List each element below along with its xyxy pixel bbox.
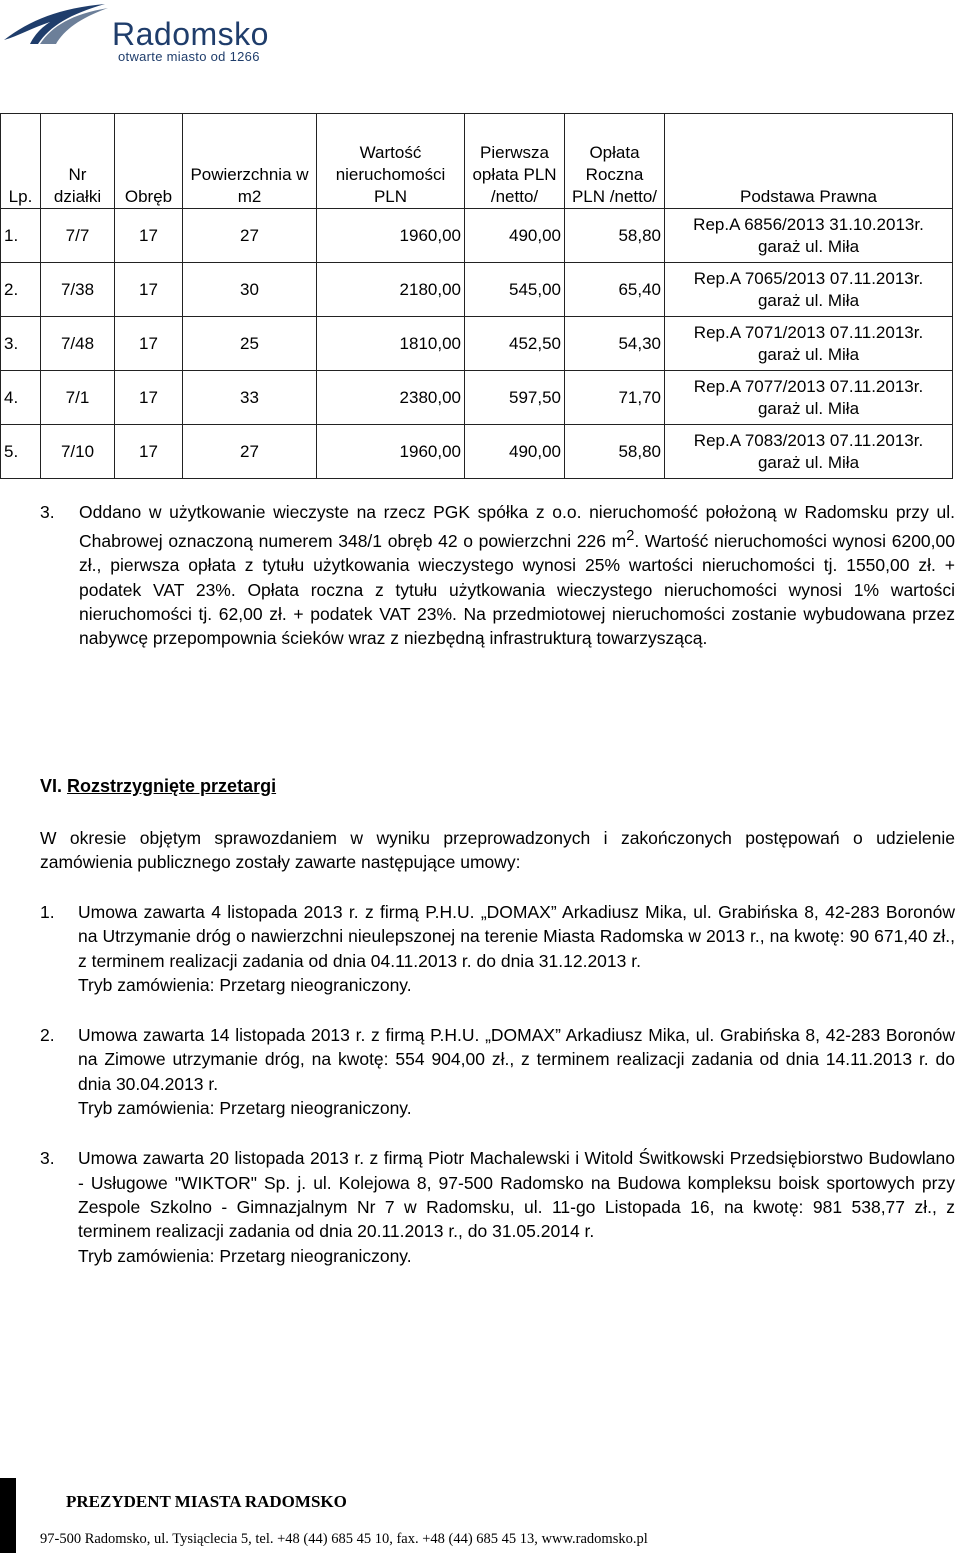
footer-bar bbox=[0, 1478, 16, 1553]
cell-wartosc: 2180,00 bbox=[317, 263, 465, 317]
contracts-list bbox=[40, 900, 955, 1294]
cell-pow: 27 bbox=[183, 425, 317, 479]
header-pow: Powierzchnia w m2 bbox=[183, 114, 317, 209]
table-row bbox=[1, 209, 953, 263]
cell-lp: 1. bbox=[1, 209, 41, 263]
cell-pierwsza: 545,00 bbox=[465, 263, 565, 317]
cell-obreb: 17 bbox=[115, 209, 183, 263]
cell-rep: Rep.A 7065/2013 07.11.2013r. bbox=[693, 268, 924, 288]
logo-tagline: otwarte miasto od 1266 bbox=[118, 49, 260, 64]
cell-roczna: 58,80 bbox=[565, 209, 665, 263]
logo-name: Radomsko bbox=[112, 16, 269, 52]
cell-pow: 27 bbox=[183, 209, 317, 263]
cell-pow: 30 bbox=[183, 263, 317, 317]
cell-desc: garaż ul. Miła bbox=[757, 290, 860, 310]
cell-podstawa bbox=[665, 263, 953, 317]
cell-pow: 25 bbox=[183, 317, 317, 371]
logo-swoosh-icon bbox=[0, 0, 110, 70]
cell-pierwsza: 490,00 bbox=[465, 425, 565, 479]
item-number: 2. bbox=[40, 1025, 55, 1046]
cell-roczna: 65,40 bbox=[565, 263, 665, 317]
cell-desc: garaż ul. Miła bbox=[757, 236, 860, 256]
cell-wartosc: 1810,00 bbox=[317, 317, 465, 371]
footer-address bbox=[40, 1531, 648, 1548]
cell-pierwsza: 490,00 bbox=[465, 209, 565, 263]
cell-wartosc: 1960,00 bbox=[317, 425, 465, 479]
city-logo bbox=[0, 0, 300, 70]
table-row bbox=[1, 263, 953, 317]
cell-desc: garaż ul. Miła bbox=[757, 398, 860, 418]
section-heading bbox=[40, 776, 276, 797]
header-nr: Nr działki bbox=[41, 114, 115, 209]
header-roczna: Opłata Roczna PLN /netto/ bbox=[565, 114, 665, 209]
footer-title: PREZYDENT MIASTA RADOMSKO bbox=[66, 1492, 347, 1511]
cell-rep: Rep.A 6856/2013 31.10.2013r. bbox=[693, 214, 924, 234]
list-item bbox=[40, 1146, 955, 1267]
cell-roczna: 58,80 bbox=[565, 425, 665, 479]
header-obreb: Obręb bbox=[115, 114, 183, 209]
cell-nr: 7/1 bbox=[41, 371, 115, 425]
cell-wartosc: 2380,00 bbox=[317, 371, 465, 425]
header-podstawa: Podstawa Prawna bbox=[665, 114, 953, 209]
footer-website-link[interactable]: www.radomsko.pl bbox=[541, 1531, 648, 1547]
cell-obreb: 17 bbox=[115, 371, 183, 425]
cell-desc: garaż ul. Miła bbox=[757, 344, 860, 364]
header-lp: Lp. bbox=[1, 114, 41, 209]
cell-roczna: 54,30 bbox=[565, 317, 665, 371]
item-text: Umowa zawarta 4 listopada 2013 r. z firmą P.H.U. „DOMAX” Arkadiusz Mika, ul. Grabińska 8, 42-283 Boronów na Utrzymanie dróg o nawierzchni nieulepszonej na terenie Miasta Radomska w 2013 r., na kwotę: 90 671,40 zł., z terminem realizacji zadania od dnia 04.11.2013 r. do dnia 31.12.2013 r. bbox=[78, 902, 955, 971]
header-pierwsza: Pierwsza opłata PLN /netto/ bbox=[465, 114, 565, 209]
cell-rep: Rep.A 7071/2013 07.11.2013r. bbox=[693, 322, 924, 342]
cell-lp: 5. bbox=[1, 425, 41, 479]
cell-obreb: 17 bbox=[115, 317, 183, 371]
cell-lp: 3. bbox=[1, 317, 41, 371]
item-number: 1. bbox=[40, 902, 55, 922]
section-title: Rozstrzygnięte przetargi bbox=[67, 776, 277, 796]
paragraph-text-b: . Wartość nieruchomości wynosi 6200,00 zł., pierwsza opłata z tytułu użytkowania wieczystego wynosi 25% wartości nieruchomości tj. 1550,00 zł. + podatek VAT 23%. Opłata roczna z tytułu użytkowania wieczystego nieruchomości wynosi 1% wartości nieruchomości tj. 62,00 zł. + podatek VAT 23%. Na przedmiotowej nieruchomości zostanie wybudowana przez nabywcę przepompownia ścieków wraz z niezbędną infrastrukturą towarzyszącą. bbox=[79, 531, 955, 649]
area-superscript: 2 bbox=[626, 528, 635, 545]
list-item bbox=[40, 900, 955, 997]
item-number: 3. bbox=[40, 1148, 55, 1169]
paragraph-number: 3. bbox=[40, 502, 55, 522]
cell-pierwsza: 452,50 bbox=[465, 317, 565, 371]
list-item bbox=[40, 1023, 955, 1120]
paragraph-3-body bbox=[40, 500, 955, 651]
paragraph-3 bbox=[40, 500, 955, 651]
cell-pierwsza: 597,50 bbox=[465, 371, 565, 425]
item-mode: Tryb zamówienia: Przetarg nieograniczony. bbox=[78, 1098, 412, 1119]
header-wartosc: Wartość nieruchomości PLN bbox=[317, 114, 465, 209]
cell-desc: garaż ul. Miła bbox=[757, 452, 860, 472]
footer-address-text: 97-500 Radomsko, ul. Tysiąclecia 5, tel. +48 (44) 685 45 10, fax. +48 (44) 685 45 13, bbox=[40, 1531, 538, 1547]
section-number: VI. bbox=[40, 776, 63, 796]
cell-podstawa bbox=[665, 209, 953, 263]
cell-podstawa bbox=[665, 371, 953, 425]
cell-pow: 33 bbox=[183, 371, 317, 425]
cell-wartosc: 1960,00 bbox=[317, 209, 465, 263]
item-mode: Tryb zamówienia: Przetarg nieograniczony. bbox=[78, 974, 412, 995]
cell-podstawa bbox=[665, 317, 953, 371]
table-row bbox=[1, 425, 953, 479]
cell-obreb: 17 bbox=[115, 425, 183, 479]
cell-roczna: 71,70 bbox=[565, 371, 665, 425]
table-header-row bbox=[1, 114, 953, 209]
cell-nr: 7/38 bbox=[41, 263, 115, 317]
plots-table bbox=[0, 113, 953, 479]
cell-lp: 2. bbox=[1, 263, 41, 317]
table-row bbox=[1, 371, 953, 425]
cell-rep: Rep.A 7083/2013 07.11.2013r. bbox=[693, 430, 924, 450]
table-row bbox=[1, 317, 953, 371]
cell-rep: Rep.A 7077/2013 07.11.2013r. bbox=[693, 376, 924, 396]
cell-nr: 7/48 bbox=[41, 317, 115, 371]
cell-nr: 7/10 bbox=[41, 425, 115, 479]
cell-nr: 7/7 bbox=[41, 209, 115, 263]
cell-podstawa bbox=[665, 425, 953, 479]
item-text: Umowa zawarta 20 listopada 2013 r. z firmą Piotr Machalewski i Witold Świtkowski Przedsiębiorstwo Budowlano - Usługowe "WIKTOR" Sp. j. ul. Kolejowa 8, 97-500 Radomsko na Budowa kompleksu boisk sportowych przy Zespole Szkolno - Gimnazjalnym Nr 7 w Radomsku, ul. 11-go Listopada 16, na kwotę: 981 538,77 zł., z terminem realizacji zadania od dnia 20.11.2013 r., do 31.05.2014 r. bbox=[78, 1148, 955, 1242]
paragraph-text-a: Oddano w użytkowanie wieczyste na rzecz PGK spółka z o.o. nieruchomość położoną w Radomsku przy ul. Chabrowej oznaczoną numerem 348/1 obręb 42 o powierzchni 226 m bbox=[79, 502, 955, 552]
cell-obreb: 17 bbox=[115, 263, 183, 317]
intro-text: W okresie objętym sprawozdaniem w wyniku przeprowadzonych i zakończonych postępowań o udzielenie zamówienia publicznego zostały zawarte następujące umowy: bbox=[40, 828, 955, 872]
cell-lp: 4. bbox=[1, 371, 41, 425]
item-mode: Tryb zamówienia: Przetarg nieograniczony. bbox=[78, 1245, 412, 1266]
item-text: Umowa zawarta 14 listopada 2013 r. z firmą P.H.U. „DOMAX” Arkadiusz Mika, ul. Grabińska 8, 42-283 Boronów na Zimowe utrzymanie dróg, na kwotę: 554 904,00 zł., z terminem realizacji zadania od dnia 14.11.2013 r. do dnia 30.04.2013 r. bbox=[78, 1025, 955, 1094]
